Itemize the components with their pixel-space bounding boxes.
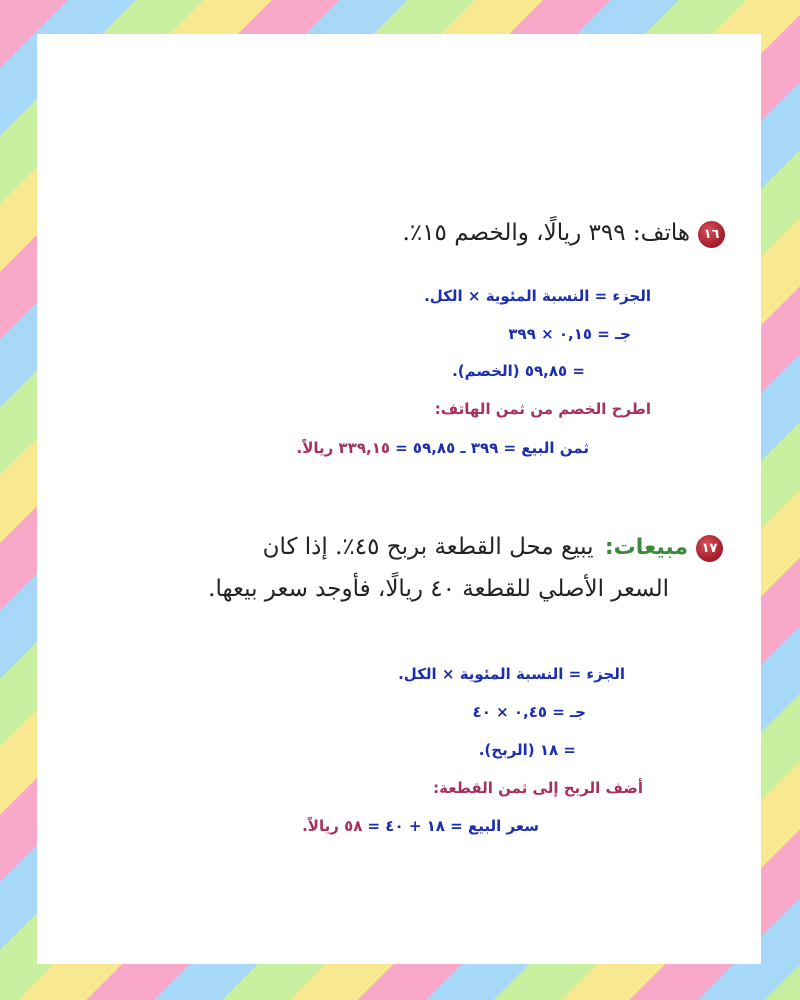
- p17-solution-line-2: جـ = ٠,٤٥ × ٤٠: [472, 703, 586, 721]
- p16-solution-line-4: اطرح الخصم من ثمن الهاتف:: [434, 400, 651, 418]
- problem-17-keyword: مبيعات:: [604, 535, 688, 560]
- problem-16-text: هاتف: ٣٩٩ ريالًا، والخصم ١٥٪.: [402, 220, 690, 246]
- problem-17-statement-line-1: [263, 534, 723, 562]
- p17-sale-price-equation: سعر البيع = ١٨ + ٤٠ =: [367, 817, 539, 835]
- problem-16-number-badge: ١٦: [698, 221, 725, 248]
- p16-sale-price-equation: ثمن البيع = ٣٩٩ ـ ٥٩,٨٥ =: [395, 439, 589, 457]
- p17-solution-line-4: أضف الربح إلى ثمن القطعة:: [433, 779, 643, 797]
- page-sheet: [37, 34, 761, 964]
- problem-17-number-badge: ١٧: [696, 535, 723, 562]
- p16-solution-line-1: الجزء = النسبة المئوية × الكل.: [424, 287, 651, 305]
- p16-solution-line-2: جـ = ٠,١٥ × ٣٩٩: [508, 325, 631, 343]
- p16-sale-price-result: ٣٣٩,١٥ ريالاً.: [296, 439, 391, 457]
- p16-solution-line-5: [297, 438, 589, 457]
- problem-17-text-line-1: يبيع محل القطعة بربح ٤٥٪. إذا كان: [262, 534, 594, 560]
- p17-solution-line-3: = ١٨ (الربح).: [478, 741, 576, 759]
- p17-sale-price-result: ٥٨ ريالاً.: [302, 817, 363, 835]
- problem-16-statement: [403, 220, 725, 248]
- p16-solution-line-3: = ٥٩,٨٥ (الخصم).: [452, 362, 585, 380]
- problem-17-statement-line-2: السعر الأصلي للقطعة ٤٠ ريالًا، فأوجد سعر بيعها.: [208, 576, 669, 602]
- p17-solution-line-5: [302, 816, 539, 835]
- p17-solution-line-1: الجزء = النسبة المئوية × الكل.: [398, 665, 625, 683]
